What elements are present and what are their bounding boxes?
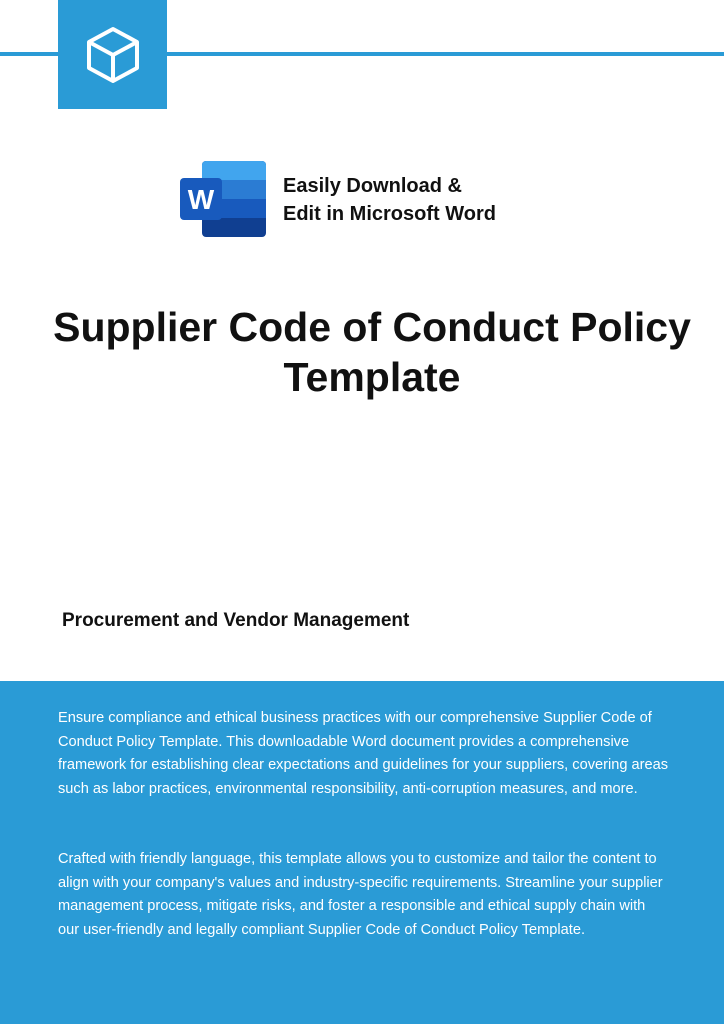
description-panel [0,681,724,1024]
description-paragraph-2: Crafted with friendly language, this template allows you to customize and tailor the content to align with your company's values and industry-specific requirements. Streamline your supplier management process, mitigate risks, and foster a responsible and ethical supply chain with our user-friendly and legally compliant Supplier Code of Conduct Policy Template. [58,851,663,938]
page-title [20,302,724,402]
page-title-line2: Template [283,354,461,400]
word-tagline-line2: Edit in Microsoft Word [283,203,496,225]
microsoft-word-icon [180,160,267,238]
cube-outline-icon [85,25,141,85]
description-paragraph-1: Ensure compliance and ethical business practices with our comprehensive Supplier Code of Conduct Policy Template. This downloadable Word document provides a comprehensive framework for establishing clear expectations and guidelines for your suppliers, covering areas such as labor practices, environmental responsibility, anti-corruption measures, and more. [58,710,669,797]
svg-text:W: W [187,184,215,215]
page-title-line1: Supplier Code of Conduct Policy [53,304,691,350]
word-tagline [283,172,496,228]
brand-logo [58,0,167,109]
word-tagline-line1: Easily Download & [283,175,462,197]
category-label: Procurement and Vendor Management [62,610,410,631]
